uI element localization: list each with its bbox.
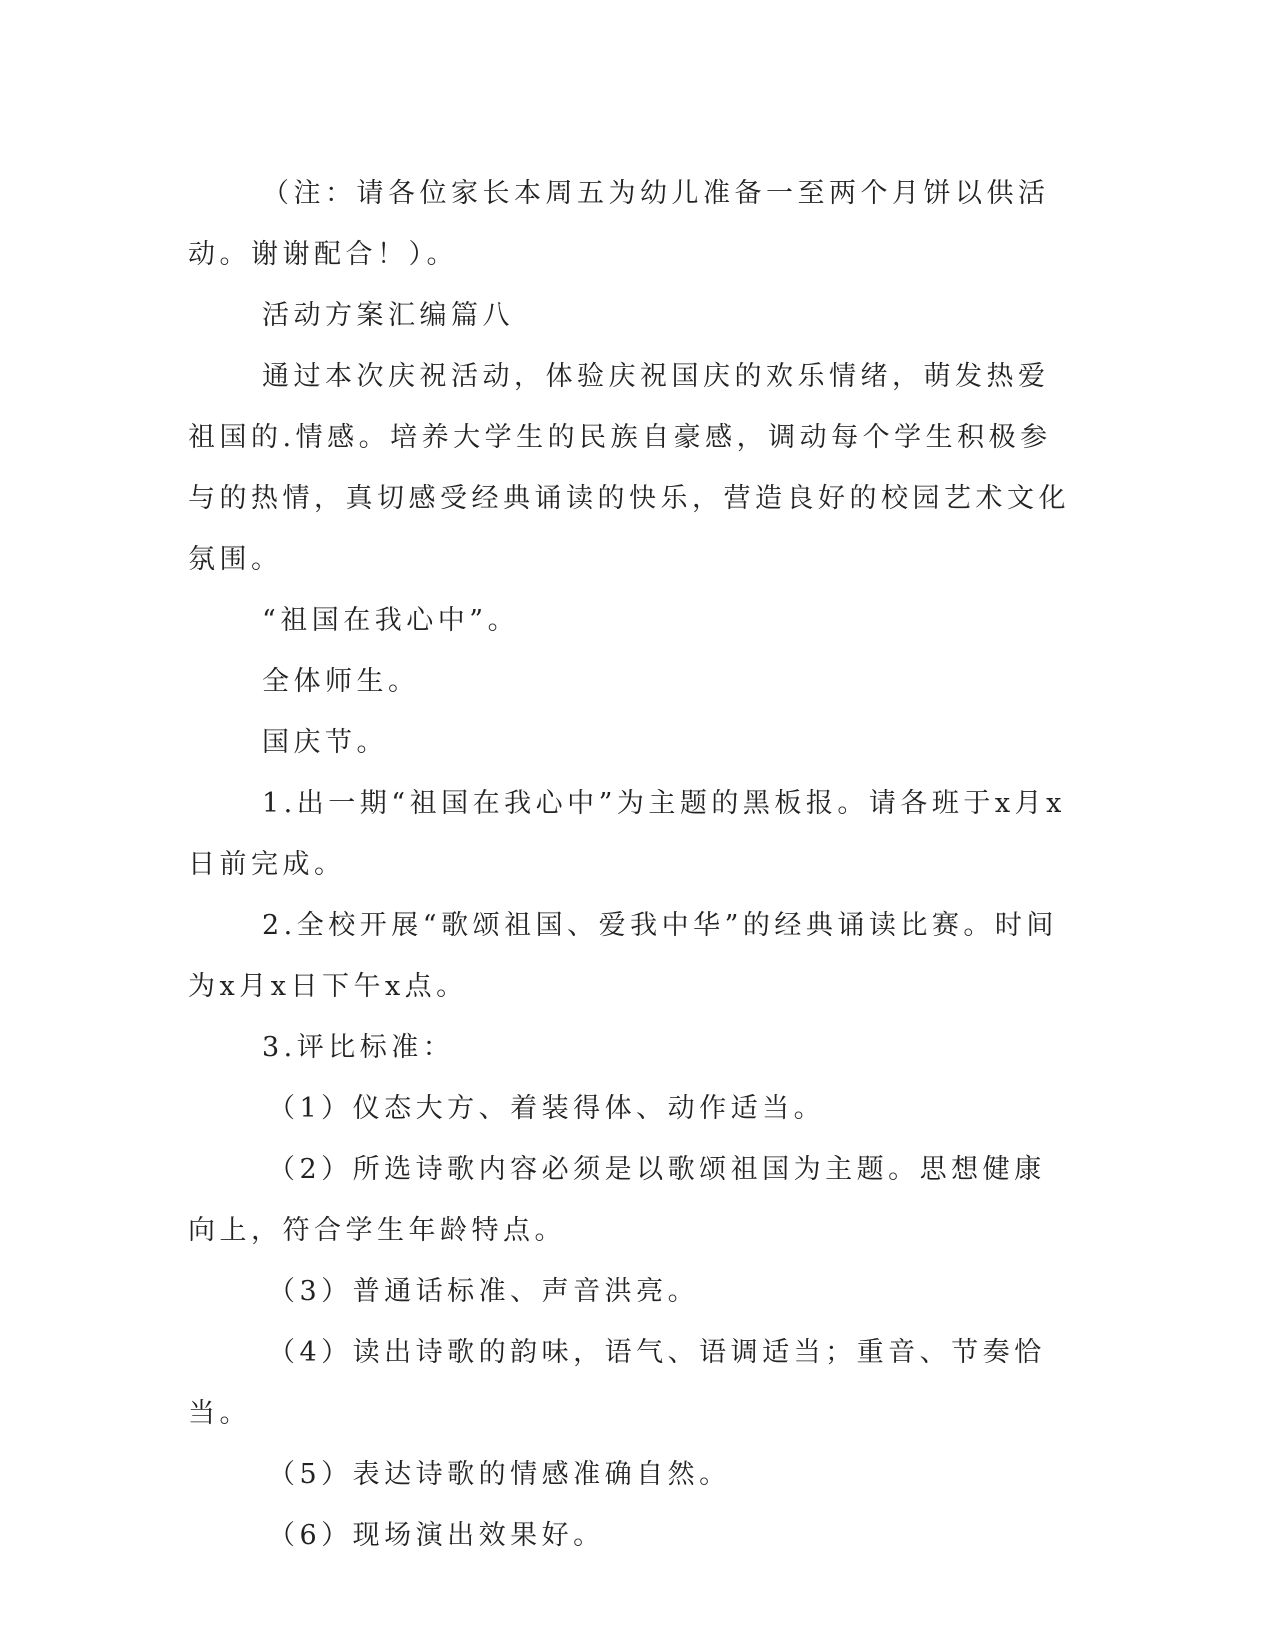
time-paragraph: 国庆节。 [262, 727, 388, 758]
participants-paragraph: 全体师生。 [262, 666, 420, 697]
item-2-paragraph: 2.全校开展“歌颂祖国、爱我中华”的经典诵读比赛。时间为x月x日下午x点。 [188, 910, 1058, 1002]
criterion-5: （5）表达诗歌的情感准确自然。 [268, 1459, 731, 1490]
criterion-1: （1）仪态大方、着装得体、动作适当。 [268, 1093, 826, 1124]
document-body [188, 163, 1070, 1566]
note-paragraph: （注：请各位家长本周五为幼儿准备一至两个月饼以供活动。谢谢配合！）。 [188, 178, 1050, 270]
theme-paragraph: “祖国在我心中”。 [262, 605, 520, 636]
item-1-paragraph: 1.出一期“祖国在我心中”为主题的黑板报。请各班于x月x日前完成。 [188, 788, 1066, 880]
item-3-paragraph: 3.评比标准： [262, 1032, 455, 1063]
criterion-3: （3）普通话标准、声音洪亮。 [268, 1276, 700, 1307]
criterion-4: （4）读出诗歌的韵味，语气、语调适当；重音、节奏恰当。 [188, 1337, 1046, 1429]
section-heading: 活动方案汇编篇八 [262, 300, 514, 331]
criterion-6: （6）现场演出效果好。 [268, 1520, 605, 1551]
purpose-paragraph: 通过本次庆祝活动，体验庆祝国庆的欢乐情绪，萌发热爱祖国的.情感。培养大学生的民族自豪感，调动每个学生积极参与的热情，真切感受经典诵读的快乐，营造良好的校园艺术文化氛围。 [188, 361, 1070, 575]
criterion-2: （2）所选诗歌内容必须是以歌颂祖国为主题。思想健康向上，符合学生年龄特点。 [188, 1154, 1046, 1246]
